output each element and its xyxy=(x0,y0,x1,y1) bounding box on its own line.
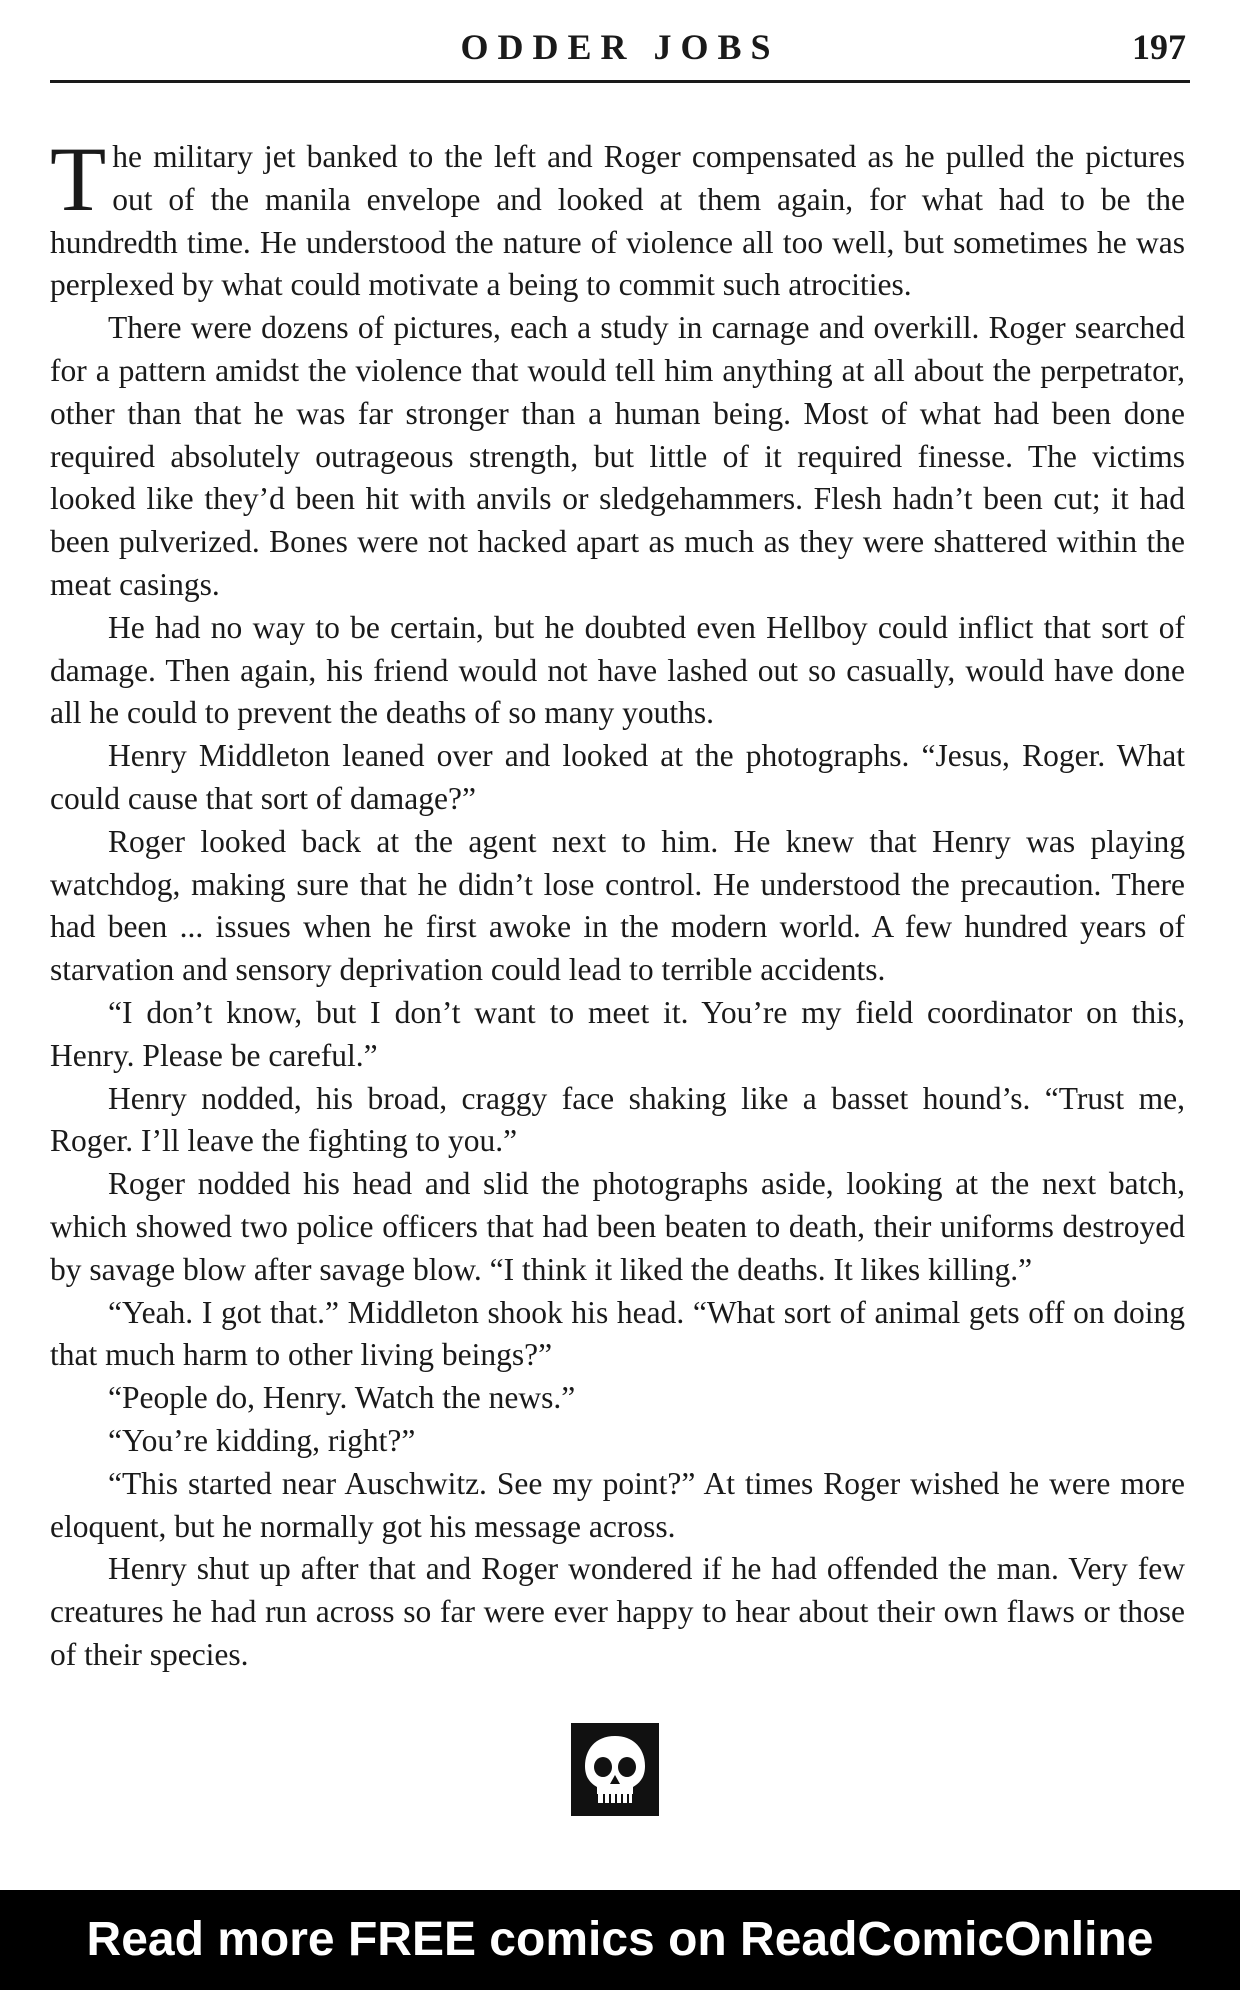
paragraph xyxy=(50,128,1185,307)
paragraph: “Yeah. I got that.” Middleton shook his head. “What sort of animal gets off on doing that much harm to other living beings?” xyxy=(50,1294,1185,1373)
running-title: ODDER JOBS xyxy=(460,27,780,67)
paragraph: Henry shut up after that and Roger wondered if he had offended the man. Very few creatures he had run across so far were ever happy to hear about their own flaws or those of their species. xyxy=(50,1551,1185,1672)
paragraph-text: he military jet banked to the left and Roger compensated as he pulled the pictures out of the manila envelope and looked at them again, for what had to be the hundredth time. He understood the nature of violence all too well, but sometimes he was perplexed by what could motivate a being to commit such atrocities. xyxy=(50,139,1185,303)
paragraph: Henry nodded, his broad, craggy face shaking like a basset hound’s. “Trust me, Roger. I’ll leave the fighting to you.” xyxy=(50,1080,1185,1159)
paragraph: There were dozens of pictures, each a study in carnage and overkill. Roger searched for a pattern amidst the violence that would tell him anything at all about the perpetrator, other than that he was far stronger than a human being. Most of what had been done required absolutely outrageous strength, but little of it required finesse. The victims looked like they’d been hit with anvils or sledgehammers. Flesh hadn’t been cut; it had been pulverized. Bones were not hacked apart as much as they were shattered within the meat casings. xyxy=(50,310,1185,602)
page-number: 197 xyxy=(1132,27,1186,67)
paragraph: Henry Middleton leaned over and looked at the photographs. “Jesus, Roger. What could cause that sort of damage?” xyxy=(50,738,1185,816)
paragraph: Roger looked back at the agent next to him. He knew that Henry was playing watchdog, making sure that he didn’t lose control. He understood the precaution. There had been ... issues when he first awoke in the modern world. A few hundred years of starvation and sensory deprivation could lead to terrible accidents. xyxy=(50,823,1185,988)
paragraph: “You’re kidding, right?” xyxy=(108,1422,416,1458)
promo-link[interactable]: Read more FREE comics on ReadComicOnline xyxy=(86,1913,1154,1966)
paragraph: Roger nodded his head and slid the photographs aside, looking at the next batch, which showed two police officers that had been beaten to death, their uniforms destroyed by savage blow after savage blow. “I think it liked the deaths. It likes killing.” xyxy=(50,1166,1185,1287)
skull-icon xyxy=(570,1722,660,1817)
promo-banner xyxy=(0,1890,1240,1990)
body-text xyxy=(50,128,1185,1677)
paragraph: He had no way to be certain, but he doubted even Hellboy could inflict that sort of damage. Then again, his friend would not have lashed out so casually, would have done all he could to prevent the deaths of so many youths. xyxy=(50,609,1185,731)
drop-cap: T xyxy=(50,128,107,230)
paragraph: “This started near Auschwitz. See my point?” At times Roger wished he were more eloquent, but he normally got his message across. xyxy=(50,1465,1185,1544)
page-header xyxy=(50,18,1190,83)
paragraph: “People do, Henry. Watch the news.” xyxy=(108,1380,576,1416)
paragraph: “I don’t know, but I don’t want to meet it. You’re my field coordinator on this, Henry. Please be careful.” xyxy=(50,994,1185,1073)
